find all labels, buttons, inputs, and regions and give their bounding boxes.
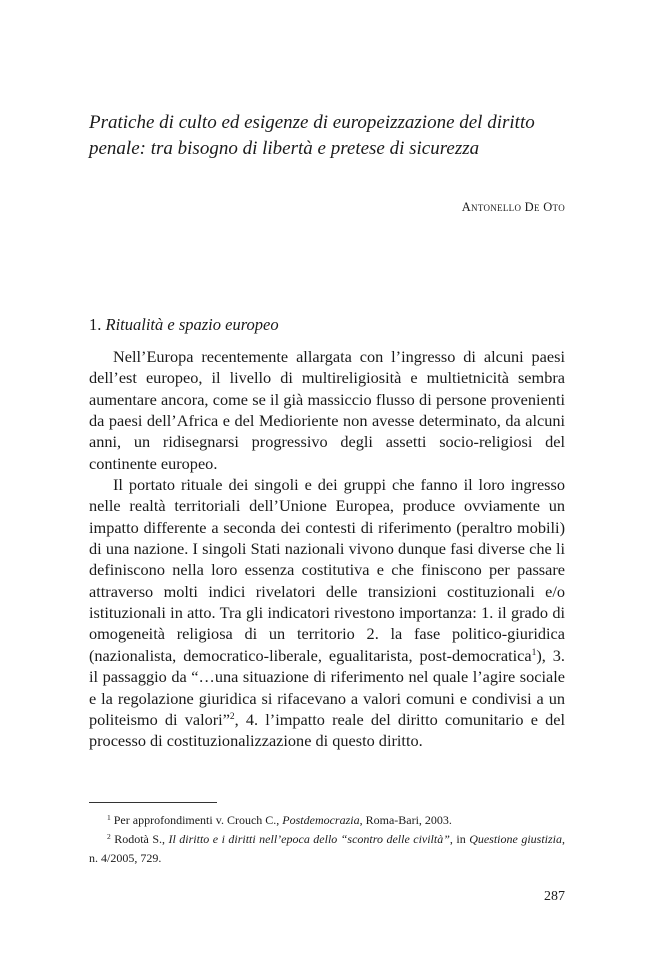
article-title: Pratiche di culto ed esigenze di europeizzazione del diritto penale: tra bisogno di libertà e pretese di sicurezza bbox=[89, 112, 535, 159]
footnote-title: Postdemocrazia bbox=[282, 813, 360, 827]
paragraph-text: , 4. l’impatto reale del diritto comunitario e del processo di costituzionalizzazione di questo diritto. bbox=[89, 709, 565, 751]
footnote-mark: 1 bbox=[107, 813, 111, 822]
footnote-text: Per approfondimenti v. Crouch C., bbox=[113, 813, 283, 827]
section-title: Ritualità e spazio europeo bbox=[105, 315, 279, 334]
footnote-separator bbox=[89, 802, 217, 803]
footnote-mark: 2 bbox=[107, 832, 111, 841]
footnotes bbox=[89, 811, 565, 868]
footnote-title: Il diritto e i diritti nell’epoca dello “scontro delle civiltà” bbox=[168, 832, 450, 846]
paragraph: Nell’Europa recentemente allargata con l’ingresso di alcuni paesi dell’est europeo, il livello di multireligiosità e multietnicità sembra aumentare ancora, come se il già massiccio flusso di persone provenienti da paesi dell’Africa e del Medioriente non avesse determinato, da alcuni anni, un ridisegnarsi progressivo degli assetti socio-religiosi del continente europeo. bbox=[89, 347, 565, 473]
footnote-journal: Questione giustizia bbox=[469, 832, 562, 846]
section-number: 1. bbox=[89, 315, 102, 334]
paragraph-text: Il portato rituale dei singoli e dei gruppi che fanno il loro ingresso nelle realtà territoriali dell’Unione Europea, produce ovviamente un impatto differente a seconda dei contesti di riferimento (peraltro mobili) di una nazione. I singoli Stati nazionali vivono dunque fasi diverse che li definiscono nella loro essenza costitutiva e che finiscono per passare attraverso molti indici rivelatori delle transizioni costituzionali e/o istituzionali in atto. Tra gli indicatori rivestono importanza: 1. il grado di omogeneità religiosa di un territorio 2. la fase politico-giuridica (nazionalista, democratico-liberale, egualitarista, post-democratica bbox=[89, 475, 565, 665]
body-text bbox=[89, 346, 565, 752]
footnote-1 bbox=[89, 811, 565, 830]
footnote-ref-1[interactable]: 1 bbox=[531, 647, 537, 658]
footnote-text: , Roma-Bari, 2003. bbox=[359, 813, 452, 827]
footnote-text: , in bbox=[449, 832, 470, 846]
page-number: 287 bbox=[544, 889, 565, 904]
footnote-text: , n. 4/2005, 729. bbox=[89, 832, 565, 865]
section-heading bbox=[89, 314, 279, 336]
footnote-text: Rodotà S., bbox=[114, 832, 169, 846]
paragraph bbox=[89, 474, 565, 751]
paragraph-text: ), 3. il passaggio da “…una situazione di riferimento nel quale l’agire sociale e la regolazione giuridica si rifacevano a valori comuni e condivisi a un politeismo di valori” bbox=[89, 645, 565, 729]
footnote-ref-2[interactable]: 2 bbox=[229, 711, 235, 722]
author-name: Antonello De Oto bbox=[461, 200, 565, 214]
footnote-2 bbox=[89, 830, 565, 868]
